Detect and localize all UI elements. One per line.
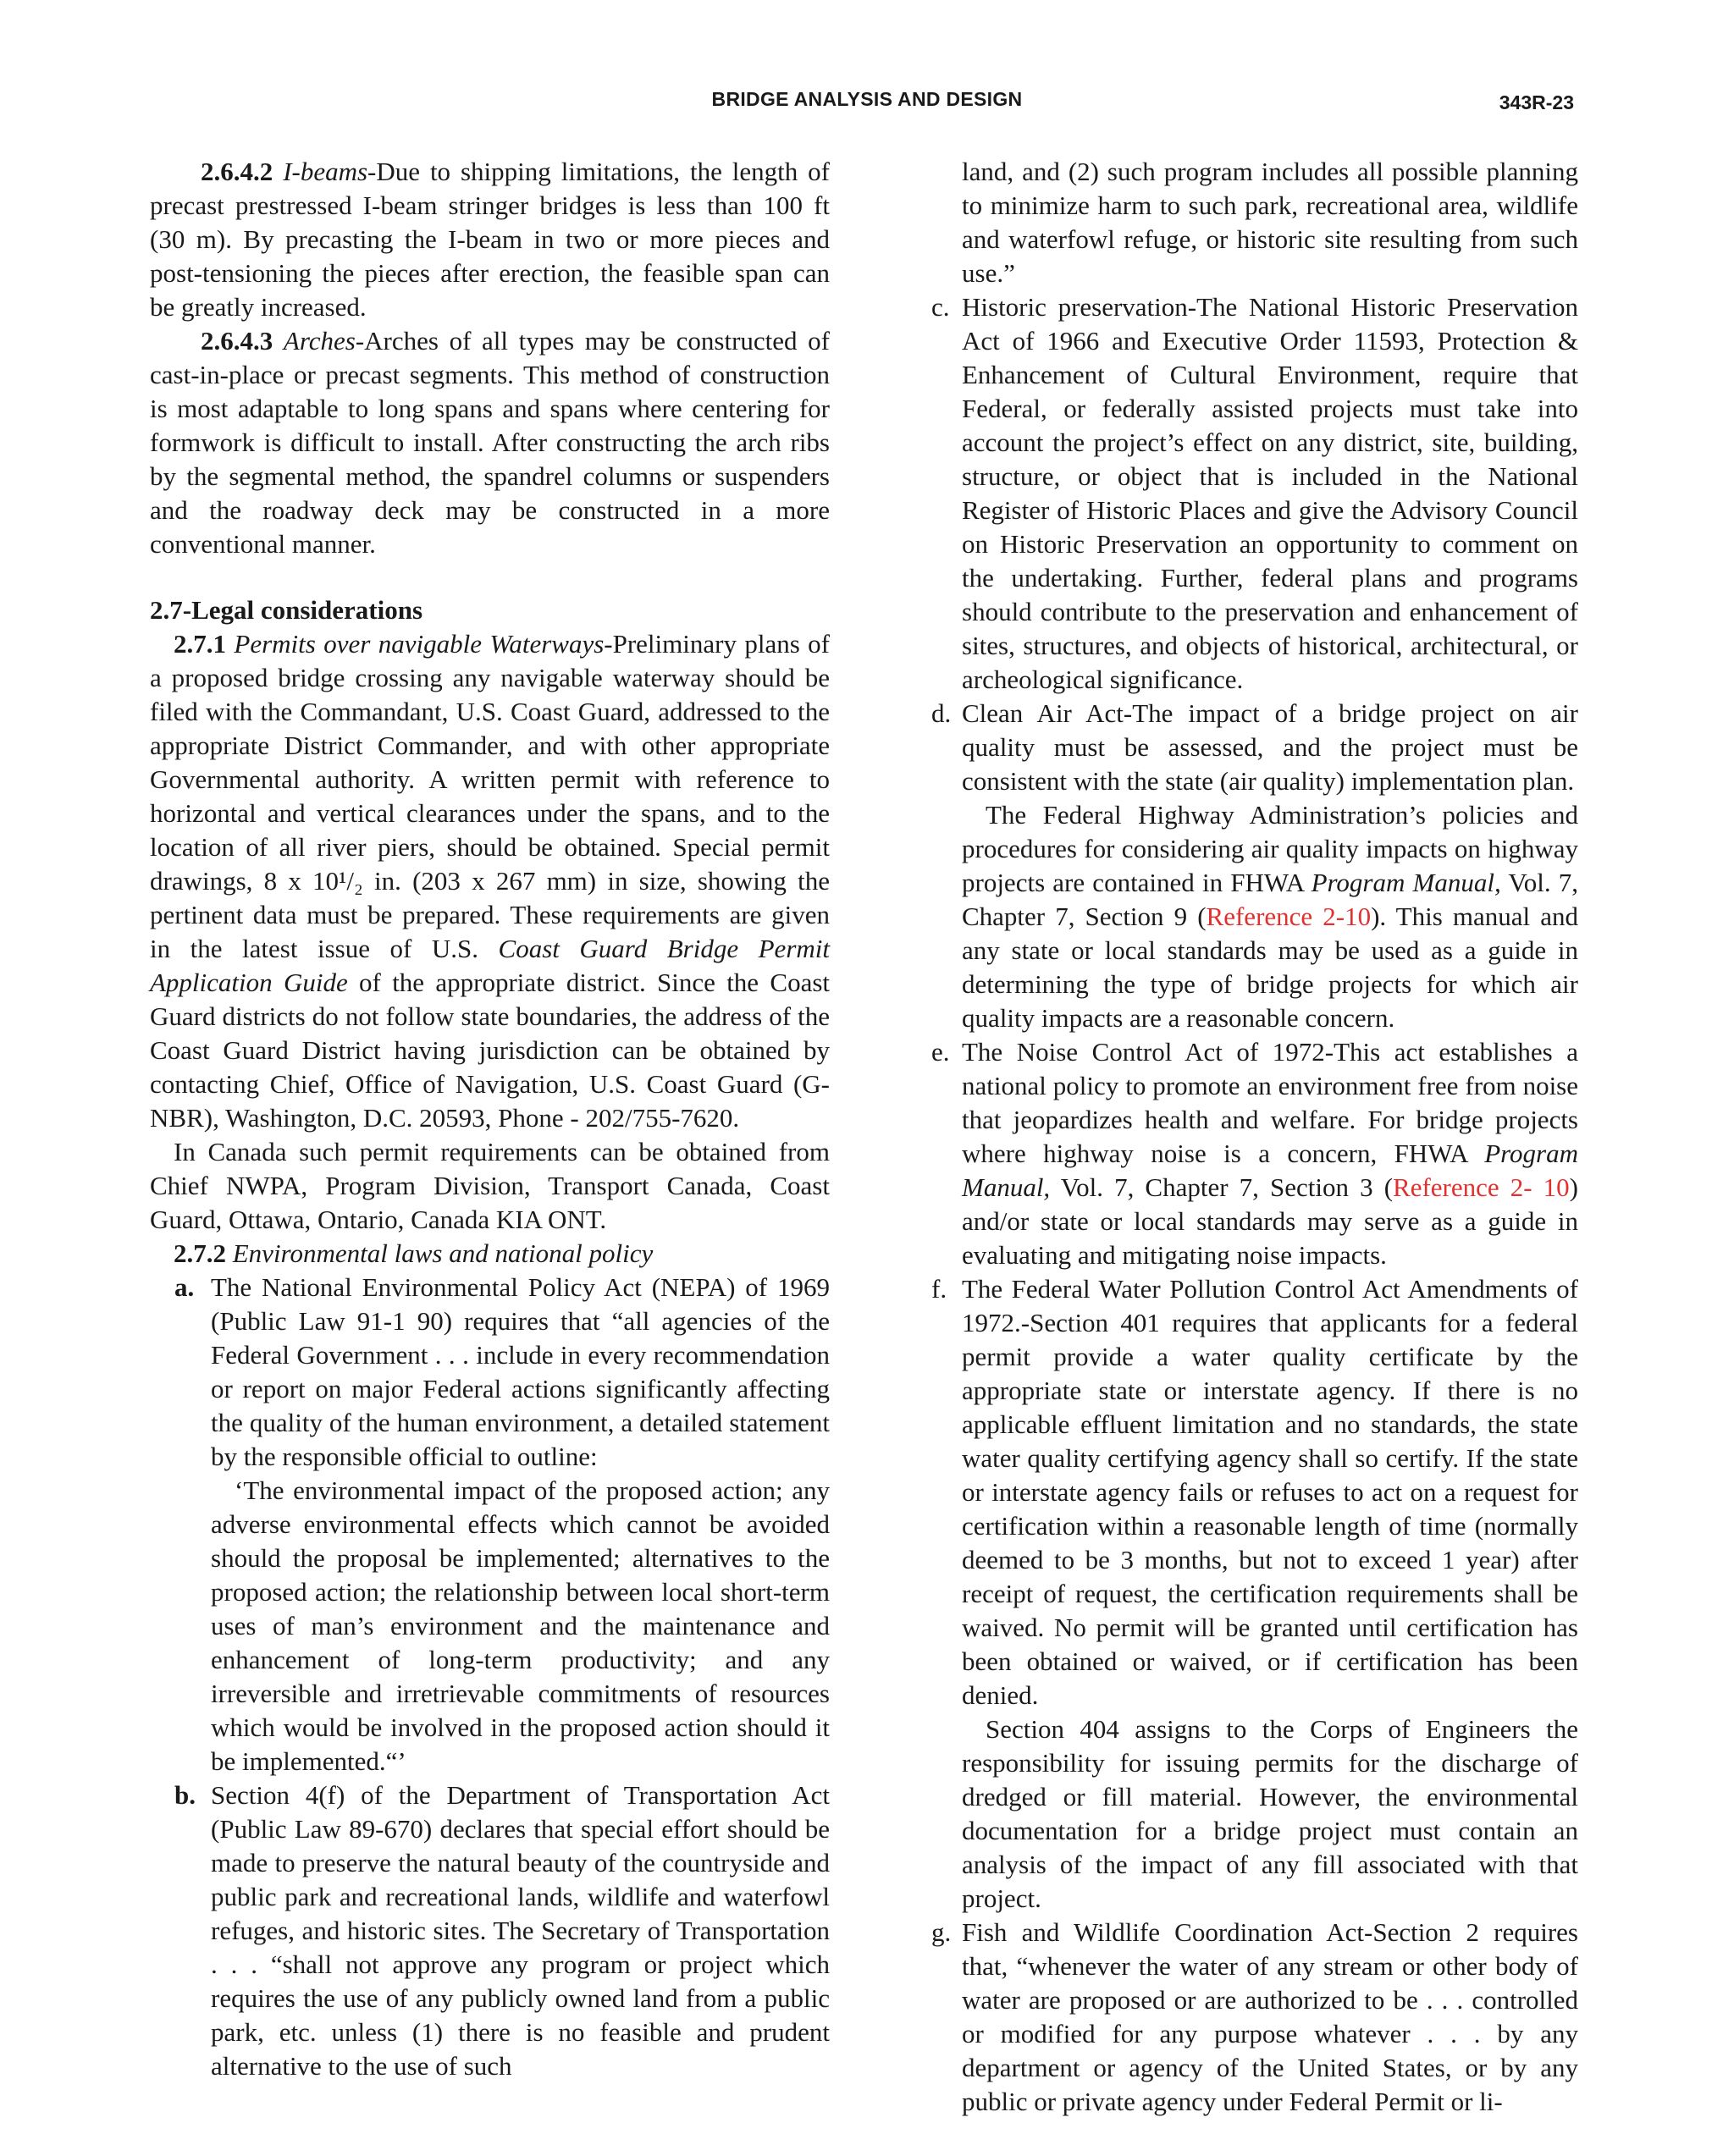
- list-item-e: [931, 1035, 1578, 1272]
- paragraph-text: -Arches of all types may be constructed of cast-in-place or precast segments. This method of construction is most adaptable to long spans and spans where centering for formwork is difficult to install. After constructing the arch ribs by the segmental method, the spandrel columns or suspenders and the roadway deck may be constructed in a more conventional manner.: [150, 326, 830, 559]
- list-item-text: Clean Air Act-The impact of a bridge project on air quality must be assessed, and the project must be consistent with the state (air quality) implementation plan.: [962, 698, 1578, 796]
- paragraph-text: -Due to shipping limitations, the length of precast prestressed I-beam stringer bridges is less than 100 ft (30 m). By precasting the I-beam in two or more pieces and post-tensioning the pieces after erection, the feasible span can be greatly increased.: [150, 157, 831, 322]
- list-item-g: [931, 1916, 1578, 2119]
- section-heading-legal: 2.7-Legal considerations: [150, 595, 423, 625]
- page-number: 343R-23: [1499, 91, 1574, 113]
- section-title: I-beams: [283, 157, 368, 186]
- reference-link[interactable]: Reference 2-10: [1206, 902, 1372, 931]
- list-item-b-continued: land, and (2) such program includes all possible planning to minimize harm to such park, recreational area, wildlife and waterfowl refuge, or historic site resulting from such use.”: [962, 157, 1578, 288]
- section-title: Environmental laws and national policy: [232, 1238, 654, 1268]
- paragraph-fhwa-air: [931, 798, 1578, 1035]
- list-item-text: The Noise Control Act of 1972-This act establishes a national policy to promote an environment free from noise that jeopardizes health and welfare. For bridge projects where highway noise is a concern, FHWA: [962, 1037, 1578, 1168]
- section-number: 2.7.1: [174, 629, 226, 659]
- list-item-text: Section 4(f) of the Department of Transportation Act (Public Law 89-670) declares that special effort should be made to preserve the natural beauty of the countryside and public park and recreational lands, wildlife and waterfowl refuges, and historic sites. The Secretary of Transportation . . . “shall not approve any program or project which requires the use of any publicly owned land from a public park, etc. unless (1) there is no feasible and prudent alternative to the use of such: [211, 1780, 830, 2081]
- section-number: 2.7.2: [174, 1238, 226, 1268]
- manual-title: Program Manual,: [962, 1139, 1578, 1202]
- paragraph-section-404: Section 404 assigns to the Corps of Engineers the responsibility for issuing permits for the discharge of dredged or fill material. However, the environmental documentation for a bridge project must contain an analysis of the impact of any fill associated with that project.: [962, 1714, 1578, 1913]
- list-marker: g.: [931, 1917, 952, 1947]
- list-item-text: The Federal Water Pollution Control Act Amendments of 1972.-Section 401 requires that applicants for a federal permit provide a water quality certificate by the appropriate state or interstate agency. If there is no applicable effluent limitation and no standards, the state water quality certifying agency shall so certify. If the state or interstate agency fails or refuses to act on a request for certification within a reasonable length of time (normally deemed to be 3 months, but not to exceed 1 year) after receipt of request, the certification requirements shall be waived. No permit will be granted until certification has been obtained or waived, or if certification has been denied.: [962, 1274, 1578, 1710]
- reference-link[interactable]: Reference 2- 10: [1393, 1172, 1570, 1202]
- paragraph-environmental-heading: [150, 1237, 830, 1271]
- list-item-text: Vol. 7, Chapter 7, Section 3 (: [1050, 1172, 1394, 1202]
- section-number: 2.6.4.2: [201, 157, 273, 186]
- list-item-text: The National Environmental Policy Act (NEPA) of 1969 (Public Law 91-1 90) requires that “all agencies of the Federal Government . . . include in every recommendation or report on major Federal actions significantly affecting the quality of the human environment, a detailed statement by the responsible official to outline:: [211, 1272, 830, 1471]
- paragraph-text: -Preliminary plans of a proposed bridge crossing any navigable waterway should be filed with the Commandant, U.S. Coast Guard, addressed to the appropriate District Commander, and with other appropriate Governmental authority. A written permit with reference to horizontal and vertical clearances under the spans, and to the location of all river piers, should be obtained. Special permit drawings, 8 x 10¹/₂ in. (203 x 267 mm) in size, showing the pertinent data must be prepared. These requirements are given in the latest issue of U.S.: [150, 629, 830, 963]
- paragraph-canada: In Canada such permit requirements can be obtained from Chief NWPA, Program Division, Transport Canada, Coast Guard, Ottawa, Ontario, Canada KIA ONT.: [150, 1137, 830, 1234]
- section-number: 2.6.4.3: [201, 326, 273, 356]
- list-item-text: Historic preservation-The National Historic Preservation Act of 1966 and Executive Order 11593, Protection & Enhancement of Cultural Environment, require that Federal, or federally assisted projects must take into account the project’s effect on any district, site, building, structure, or object that is included in the National Register of Historic Places and give the Advisory Council on Historic Preservation an opportunity to comment on the undertaking. Further, federal plans and programs should contribute to the preservation and enhancement of sites, structures, and objects of historical, architectural, or archeological significance.: [962, 292, 1578, 694]
- section-title: Permits over navigable Waterways: [234, 629, 605, 659]
- guide-title: Coast Guard Bridge Permit Application Guide: [150, 934, 830, 997]
- list-marker: c.: [931, 292, 950, 322]
- list-item-f: [931, 1272, 1578, 1712]
- list-marker: f.: [931, 1274, 947, 1304]
- paragraph-text: of the appropriate district. Since the Coast Guard districts do not follow state boundaries, the address of the Coast Guard District having jurisdiction can be obtained by contacting Chief, Office of Navigation, U.S. Coast Guard (G-NBR), Washington, D.C. 20593, Phone - 202/755-7620.: [150, 968, 830, 1133]
- paragraph-text: ). This manual and any state or local standards may be used as a guide in determining the type of bridge projects for which air quality impacts are a reasonable concern.: [962, 902, 1578, 1033]
- list-marker: b.: [174, 1780, 196, 1810]
- paragraph-permits: [150, 627, 830, 1135]
- list-item-a: [150, 1271, 830, 1474]
- paragraph-i-beams: [150, 155, 830, 324]
- list-marker: a.: [174, 1272, 195, 1302]
- section-title: Arches: [283, 326, 356, 356]
- list-item-c: [931, 290, 1578, 697]
- right-column: [931, 155, 1578, 2119]
- block-quote: ‘The environmental impact of the proposed action; any adverse environmental effects which cannot be avoided should the proposal be implemented; alternatives to the proposed action; the relationship between local short-term uses of man’s environment and the maintenance and enhancement of long-term productivity; and any irreversible and irretrievable commitments of resources which would be involved in the proposed action should it be implemented.“’: [211, 1475, 830, 1776]
- manual-title: Program Manual,: [1311, 868, 1501, 897]
- running-header: BRIDGE ANALYSIS AND DESIGN: [711, 88, 1023, 110]
- left-column: [150, 155, 830, 2083]
- list-item-text: Fish and Wildlife Coordination Act-Section 2 requires that, “whenever the water of any stream or other body of water are proposed or are authorized to be . . . controlled or modified for any purpose whatever . . . by any department or agency of the United States, or by any public or private agency under Federal Permit or li-: [962, 1917, 1578, 2116]
- paragraph-text: Vol. 7, Chapter 7, Section 9 (: [962, 868, 1578, 931]
- paragraph-text: The Federal Highway Administration’s policies and procedures for considering air quality impacts on highway projects are contained in FHWA: [962, 800, 1578, 897]
- list-item-d: [931, 697, 1578, 798]
- list-marker: d.: [931, 698, 952, 728]
- paragraph-arches: [150, 324, 830, 561]
- list-item-b: [150, 1778, 830, 2083]
- list-marker: e.: [931, 1037, 950, 1067]
- list-item-text: ) and/or state or local standards may serve as a guide in evaluating and mitigating noise impacts.: [962, 1172, 1578, 1270]
